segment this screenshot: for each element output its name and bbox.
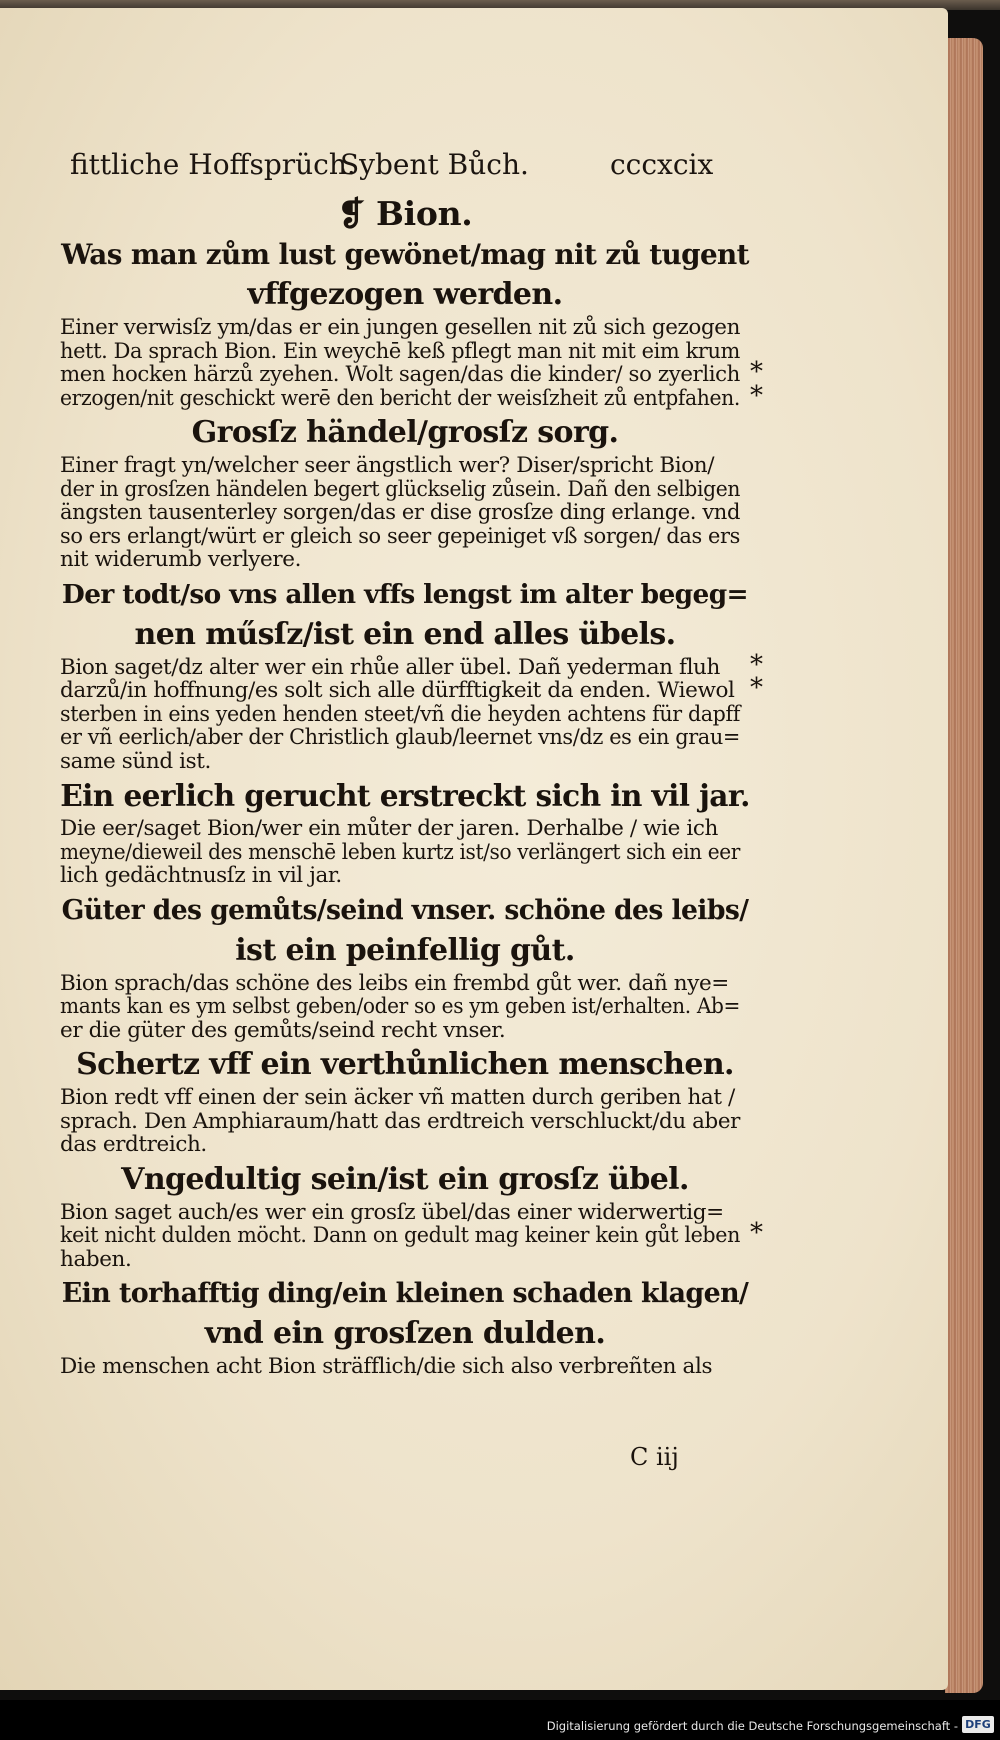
- line-text: Einer verwisſz ym/das er ein jungen gesellen nit zů sich gezogen: [60, 315, 740, 340]
- text-line: [60, 817, 750, 841]
- line-text: haben.: [60, 1246, 132, 1272]
- text-line: [60, 1019, 750, 1043]
- footer-credit: Digitalisierung gefördert durch die Deutsche Forschungsgemeinschaft -: [546, 1719, 958, 1733]
- apophthegm-heading: Der todt/so vns allen vffs lengst im alter begeg=: [61, 578, 749, 610]
- line-text: men hocken härzů zyehen. Wolt sagen/das die kinder/ so zyerlich: [60, 362, 740, 387]
- line-text: darzů/in hoffnung/es solt sich alle dürfftigkeit da enden. Wiewol: [60, 678, 735, 703]
- line-text: keit nicht dulden möcht. Dann on gedult mag keiner kein gůt leben: [60, 1223, 740, 1248]
- text-line: [60, 864, 750, 888]
- text-line: [60, 380, 763, 411]
- text-line: [60, 1133, 750, 1157]
- apophthegm-heading: nen műsſz/ist ein end alles übels.: [134, 616, 676, 652]
- apophthegm-text: [60, 1199, 763, 1272]
- line-text: Bion redt vff einen der sein äcker vñ matten durch geriben hat /: [60, 1085, 735, 1110]
- text-line: [60, 673, 763, 703]
- text-line: [60, 478, 750, 502]
- folio-number: cccxcix: [610, 148, 714, 181]
- apophthegm-text: [60, 649, 763, 774]
- text-line: [60, 340, 750, 364]
- text-line: [60, 703, 750, 727]
- text-line: [60, 501, 750, 525]
- line-text: er vñ eerlich/aber der Christlich glaub/leernet vns/dz es ein grau=: [60, 725, 740, 750]
- line-text: meyne/dieweil des menschē leben kurtz ist/so verlängert sich ein eer: [60, 839, 740, 865]
- apophthegm-text: [60, 972, 750, 1043]
- text-line: [60, 316, 750, 340]
- header-center: Sybent Bůch.: [340, 148, 529, 181]
- line-text: hett. Da sprach Bion. Ein weychē keß pflegt man nit mit eim krum: [60, 338, 740, 364]
- apophthegm-heading: Güter des gemůts/seind vnser. schöne des leibs/: [61, 894, 749, 926]
- section-title: ❡ Bion.: [337, 194, 473, 233]
- line-text: nit widerumb verlyere.: [60, 547, 302, 572]
- line-text: so ers erlangt/würt er gleich so seer gepeiniget vß sorgen/ das ers: [60, 523, 740, 549]
- text-line: [60, 726, 750, 750]
- apophthegm-text: [60, 817, 750, 888]
- page-edges: [945, 38, 983, 1693]
- text-line: [60, 454, 750, 478]
- margin-asterisk: *: [750, 357, 763, 387]
- line-text: Die menschen acht Bion sträfflich/die sich also verbreñten als: [60, 1354, 713, 1379]
- apophthegm-text: [60, 1086, 750, 1157]
- apophthegm-heading: ist ein peinfellig gůt.: [235, 932, 575, 968]
- text-line: [60, 1355, 750, 1379]
- text-line: [60, 1086, 750, 1110]
- signature-mark: C iij: [630, 1443, 679, 1471]
- apophthegm-heading: vnd ein grosſzen dulden.: [204, 1316, 606, 1351]
- line-text: Bion sprach/das schöne des leibs ein frembd gůt wer. dañ nye=: [60, 970, 729, 996]
- margin-asterisk: *: [750, 1218, 763, 1248]
- text-line: [60, 548, 750, 572]
- line-text: sprach. Den Amphiaraum/hatt das erdtreich verschluckt/du aber: [60, 1108, 740, 1134]
- line-text: lich gedächtnusſz in vil jar.: [60, 863, 342, 888]
- apophthegm-heading: Ein torhafftig ding/ein kleinen schaden klagen/: [61, 1278, 749, 1309]
- text-line: [60, 1218, 763, 1248]
- apophthegm-heading: vffgezogen werden.: [247, 277, 563, 312]
- line-text: Bion saget auch/es wer ein grosſz übel/das einer widerwertig=: [60, 1199, 724, 1225]
- line-text: das erdtreich.: [60, 1132, 207, 1157]
- margin-asterisk: *: [750, 380, 763, 411]
- book-page: [0, 8, 948, 1690]
- line-text: Die eer/saget Bion/wer ein můter der jaren. Derhalbe / wie ich: [60, 816, 718, 841]
- text-line: [60, 1201, 750, 1225]
- dfg-logo: DFG: [962, 1716, 994, 1733]
- line-text: er die güter des gemůts/seind recht vnser.: [60, 1017, 506, 1043]
- apophthegm-heading: Was man zům lust gewönet/mag nit zů tugent: [61, 238, 749, 271]
- apophthegm-text: [60, 1355, 750, 1379]
- apophthegm-text: [60, 454, 750, 572]
- line-text: erzogen/nit geschickt werē den bericht der weisſzheit zů entpfahen.: [60, 385, 740, 411]
- page-content: [60, 194, 763, 1383]
- line-text: ängsten tausenterley sorgen/das er dise grosſze ding erlange. vnd: [60, 500, 740, 525]
- line-text: mants kan es ym selbst geben/oder so es ym geben ist/erhalten. Ab=: [60, 994, 740, 1019]
- text-line: [60, 1248, 750, 1272]
- margin-asterisk: *: [750, 649, 763, 680]
- line-text: Bion saget/dz alter wer ein rhůe aller übel. Dañ yederman fluh: [60, 654, 720, 680]
- margin-asterisk: *: [750, 673, 763, 703]
- text-line: [60, 525, 750, 549]
- apophthegm-heading: Vngedultig sein/ist ein grosſz übel.: [121, 1161, 689, 1197]
- text-line: [60, 1110, 750, 1134]
- line-text: same sünd ist.: [60, 748, 211, 774]
- header-left: fittliche Hoffsprüch.: [70, 148, 356, 181]
- text-line: [60, 841, 750, 865]
- text-line: [60, 357, 763, 387]
- apophthegm-list: [60, 236, 763, 1379]
- text-line: [60, 750, 750, 774]
- apophthegm-heading: Grosſz händel/grosſz sorg.: [191, 415, 619, 450]
- apophthegm-heading: Ein eerlich gerucht erstreckt sich in vil jar.: [60, 778, 750, 813]
- line-text: sterben in eins yeden henden steet/vñ die heyden achtens für dapff: [60, 701, 740, 727]
- line-text: der in grosſzen händelen begert glückselig zůsein. Dañ den selbigen: [60, 476, 740, 502]
- apophthegm-heading: Schertz vff ein verthůnlichen menschen.: [76, 1047, 734, 1082]
- text-line: [60, 972, 750, 996]
- text-line: [60, 649, 763, 680]
- line-text: Einer fragt yn/welcher seer ängstlich wer? Diser/spricht Bion/: [60, 453, 715, 478]
- running-header: [70, 148, 720, 188]
- apophthegm-text: [60, 315, 763, 411]
- text-line: [60, 995, 750, 1019]
